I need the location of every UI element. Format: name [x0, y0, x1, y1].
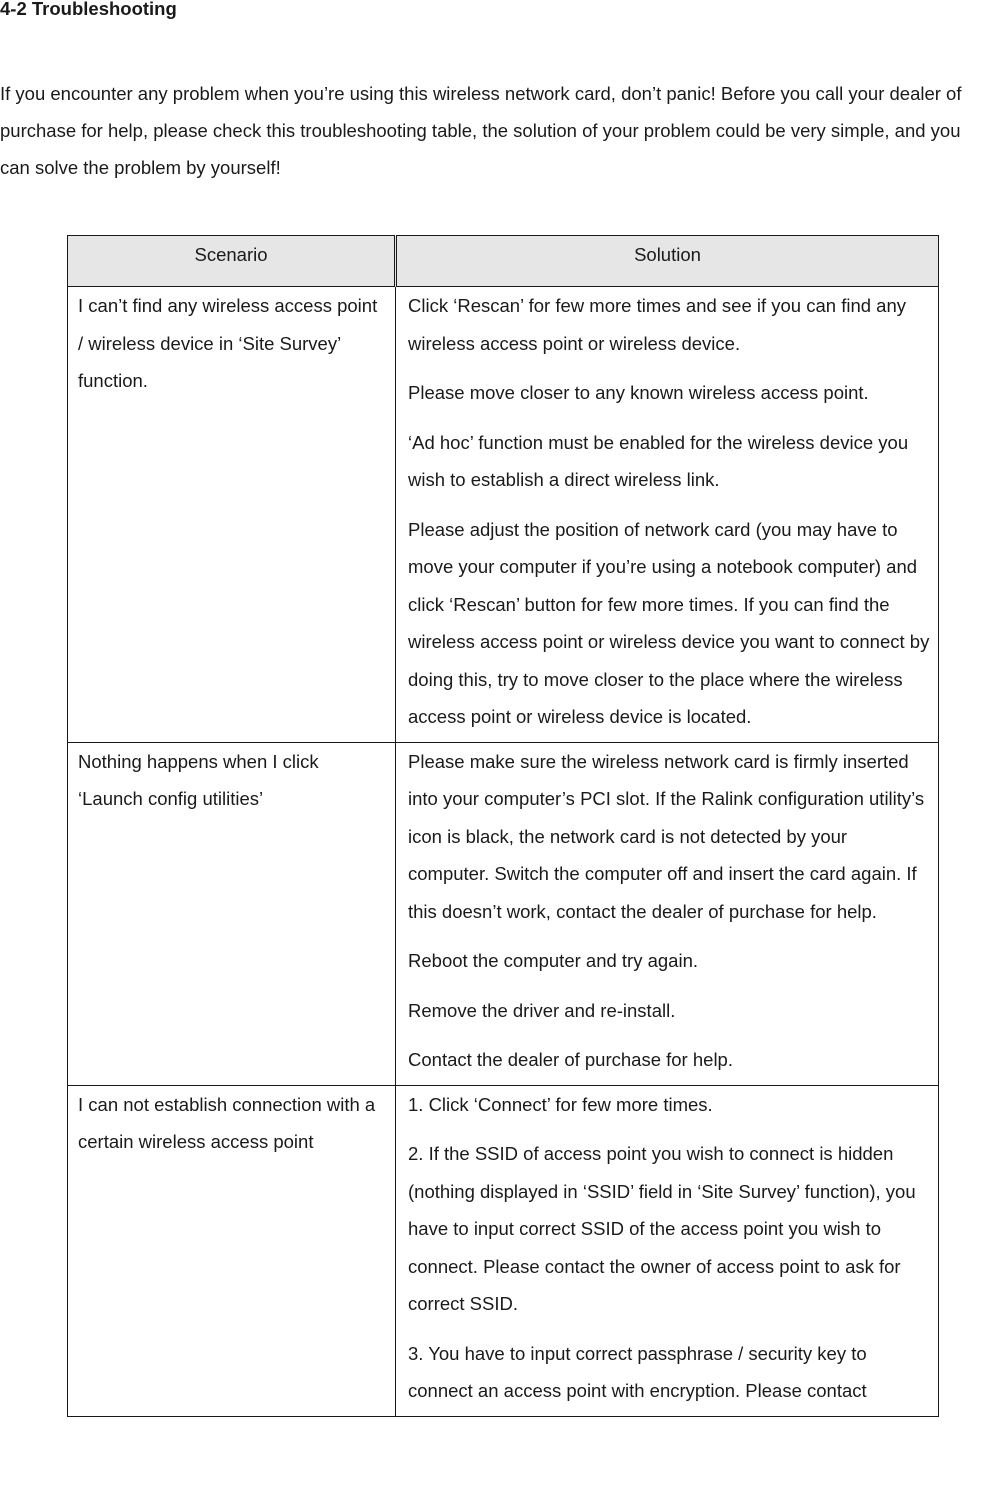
solution-item: Please make sure the wireless network card is firmly inserted into your computer’s PCI slot. If the Ralink configuration utility’s icon is black, the network card is not detected by your computer. Switch the computer off and insert the card again. If this doesn’t work, contact the dealer of purchase for help.: [408, 750, 925, 922]
solution-item: 1. Click ‘Connect’ for few more times.: [408, 1093, 713, 1115]
solution-item: Please move closer to any known wireless access point.: [408, 382, 869, 403]
solution-item: ‘Ad hoc’ function must be enabled for the wireless device you wish to establish a direct wireless link.: [408, 431, 909, 490]
table-row: [68, 1085, 939, 1416]
solution-item: Contact the dealer of purchase for help.: [408, 1049, 733, 1070]
section-heading: 4-2 Troubleshooting: [0, 0, 177, 19]
scenario-cell: I can’t find any wireless access point / wireless device in ‘Site Survey’ function.: [68, 287, 396, 743]
solution-cell: [396, 1085, 939, 1416]
table-header-row: [68, 236, 939, 287]
scenario-header: Scenario: [68, 236, 396, 287]
solution-item: 2. If the SSID of access point you wish to connect is hidden (nothing displayed in ‘SSID’ field in ‘Site Survey’ function), you have to input correct SSID of the access point you wish to connect. Please contact the owner of access point to ask for correct SSID.: [408, 1143, 916, 1314]
scenario-cell: I can not establish connection with a certain wireless access point: [68, 1085, 396, 1416]
scenario-cell: Nothing happens when I click ‘Launch config utilities’: [68, 742, 396, 1085]
troubleshooting-table: [67, 235, 939, 1417]
solution-item: Please adjust the position of network card (you may have to move your computer if you’re using a notebook computer) and click ‘Rescan’ button for few more times. If you can find the wireless access point or wireless device you want to connect by doing this, try to move closer to the place where the wireless access point or wireless device is located.: [408, 518, 930, 727]
solution-item: Reboot the computer and try again.: [408, 950, 699, 971]
table-row: [68, 742, 939, 1085]
table-row: [68, 287, 939, 743]
solution-cell: [396, 287, 939, 743]
intro-paragraph: If you encounter any problem when you’re using this wireless network card, don’t panic! Before you call your dealer of purchase for help, please check this troubleshooting table, the solution of your problem could be very simple, and you can solve the problem by yourself!: [0, 83, 962, 178]
solution-item: 3. You have to input correct passphrase / security key to connect an access point with encryption. Please contact: [408, 1342, 867, 1401]
solution-item: Remove the driver and re-install.: [408, 999, 676, 1021]
solution-item: Click ‘Rescan’ for few more times and see if you can find any wireless access point or wireless device.: [408, 295, 907, 354]
solution-cell: [396, 742, 939, 1085]
solution-header: Solution: [396, 236, 939, 287]
